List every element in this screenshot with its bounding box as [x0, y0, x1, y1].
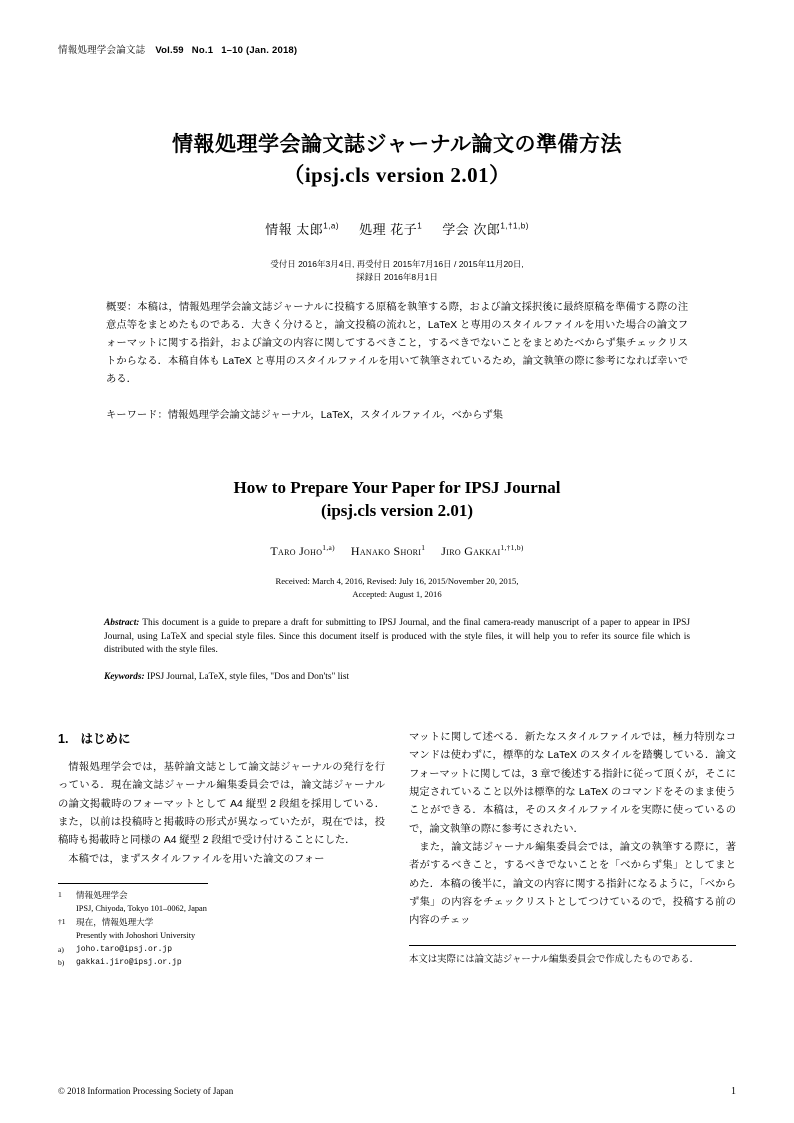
copyright-text: © 2018 Information Processing Society of Japan — [58, 1086, 234, 1096]
abstract-en — [58, 617, 736, 657]
footnote-item — [58, 916, 385, 929]
footnote-mark: †1 — [58, 917, 66, 927]
footnote-item — [58, 930, 385, 942]
author-jp-2-name: 処理 花子 — [359, 221, 418, 237]
footnote-email-1[interactable]: joho.taro@ipsj.or.jp — [76, 944, 173, 954]
running-head-number: No.1 — [191, 45, 214, 56]
author-jp-2-affil-mark: 1 — [417, 221, 423, 231]
author-en-2-name: Hanako Shori — [350, 543, 422, 558]
right-footnote-block — [409, 945, 736, 966]
footnote-mark: a) — [58, 944, 64, 954]
paragraph-right-2: また，論文誌ジャーナル編集委員会では，論文の執筆する際に，著者がするべきこと，するべきでないことを「べからず集」としてまとめた．本稿の後半に，論文の内容に関する指針になるように，「べからず集」の内容をチェックリストとしてつけているので，投稿する前の内容のチェッ — [409, 842, 736, 927]
author-list-en — [58, 543, 736, 559]
author-jp-1-affil-mark: 1,a) — [323, 221, 340, 231]
right-footnote-text: 本文は実際には論文誌ジャーナル編集委員会で作成したものである． — [409, 952, 699, 964]
body-columns — [58, 729, 736, 970]
author-en-3 — [441, 544, 523, 558]
author-en-3-name: Jiro Gakkai — [441, 543, 501, 558]
footnote-list — [58, 889, 385, 969]
footnote-rule — [58, 883, 208, 884]
author-jp-3-affil-mark: 1,†1,b) — [500, 221, 529, 231]
running-head-volume: Vol.59 — [155, 45, 184, 56]
paper-title-en-line2: (ipsj.cls version 2.01) — [320, 500, 474, 520]
page-footer — [58, 1086, 736, 1097]
author-jp-1-name: 情報 太郎 — [265, 221, 324, 237]
paragraph-left-1: 情報処理学会では，基幹論文誌として論文誌ジャーナルの発行を行っている．現在論文誌ジャーナル編集委員会では，論文誌ジャーナルの論文掲載時のフォーマットとして A4 縦型 2 段組を採用している．また，以前は投稿時と掲載時の形式が異なっていたが，現在では，投稿時も掲載時と同様の A4 縦型 2 段組で受け付けることにした． — [58, 762, 385, 847]
column-left — [58, 729, 385, 970]
abstract-jp: 概要：本稿は，情報処理学会論文誌ジャーナルに投稿する原稿を執筆する際，および論文採択後に最終原稿を準備する際の注意点等をまとめたものである．大きく分けると，論文投稿の流れと，LaTeX と専用のスタイルファイルを用いた場合の論文フォーマットに関する指針，および論文の内容に関してするべきこと，するべきでないことをまとめたべからず集チェックリストからなる．本稿自体も LaTeX と専用のスタイルファイルを用いて執筆されているため，論文執筆の際に参考になれば幸いである． — [106, 302, 688, 386]
paragraph-left-2: 本稿では，まずスタイルファイルを用いた論文のフォー — [68, 853, 325, 865]
paper-title-jp-line2: （ipsj.cls version 2.01） — [283, 163, 511, 188]
running-head-pages: 1–10 (Jan. 2018) — [221, 45, 298, 56]
author-en-1-name: Taro Joho — [270, 543, 323, 558]
dates-en — [58, 575, 736, 602]
section-title: はじめに — [80, 732, 131, 747]
footnote-text: Presently with Johoshori University — [76, 931, 196, 941]
footnote-mark — [58, 930, 76, 942]
abstract-en-label: Abstract: — [104, 618, 140, 629]
author-jp-3 — [442, 222, 529, 237]
footnote-item — [58, 903, 385, 915]
author-en-3-affil-mark: 1,†1,b) — [500, 542, 524, 552]
column-right — [409, 729, 736, 970]
footnote-mark — [58, 903, 76, 915]
footnote-text: 情報処理学会 — [76, 890, 128, 901]
footnote-item — [58, 889, 385, 902]
dates-jp — [58, 258, 736, 284]
keywords-en-label: Keywords: — [104, 672, 145, 683]
right-footnote-rule — [409, 945, 736, 946]
author-en-2 — [351, 544, 425, 558]
footnote-email-2[interactable]: gakkai.jiro@ipsj.or.jp — [76, 957, 182, 967]
footnote-mark: b) — [58, 957, 65, 967]
author-jp-1 — [265, 222, 339, 237]
dates-jp-line2: 採録日 2016年8月1日 — [356, 271, 438, 282]
footnote-block — [58, 883, 385, 969]
author-jp-2 — [359, 222, 422, 237]
section-number: 1. — [58, 732, 69, 747]
dates-jp-line1: 受付日 2016年3月4日, 再受付日 2015年7月16日 / 2015年11月20日, — [270, 258, 524, 269]
paper-title-en-line1: How to Prepare Your Paper for IPSJ Journal — [233, 477, 561, 497]
section-heading-1 — [58, 729, 385, 747]
author-en-1 — [270, 544, 335, 558]
author-jp-3-name: 学会 次郎 — [442, 221, 501, 237]
title-block-jp — [58, 130, 736, 283]
paper-title-jp-line1: 情報処理学会論文誌ジャーナル論文の準備方法 — [171, 133, 623, 156]
author-list-jp — [58, 219, 736, 238]
abstract-en-text: This document is a guide to prepare a draft for submitting to IPSJ Journal, and the final camera-ready manuscript of a paper to appear in IPSJ Journal, using LaTeX and special style files. Since this document itself is produced with the style files, it will help you to refer its source file which is distributed with the style files. — [104, 618, 690, 656]
footnote-text: IPSJ, Chiyoda, Tokyo 101–0062, Japan — [76, 903, 207, 913]
dates-en-line1: Received: March 4, 2016, Revised: July 16, 2015/November 20, 2015, — [275, 575, 519, 586]
paragraph-right-1: マットに関して述べる．新たなスタイルファイルでは，極力特別なコマンドは使わずに，標準的な LaTeX のスタイルを踏襲している．論文フォーマットに関しては，3 章で後述する指針に従って頂くが，そこに規定されていること以外は標準的な LaTeX のコマンドをそのまま使うことができる．本稿は，そのスタイルファイルを実際に使っているので，論文執筆の際に参考にされたい． — [409, 732, 736, 835]
running-head — [58, 42, 736, 56]
keywords-en — [58, 671, 736, 685]
page-number: 1 — [731, 1086, 736, 1097]
author-en-2-affil-mark: 1 — [421, 542, 426, 552]
dates-en-line2: Accepted: August 1, 2016 — [352, 589, 442, 600]
paper-title-en — [58, 477, 736, 523]
footnote-mark: 1 — [58, 890, 62, 900]
footnote-item — [58, 957, 385, 969]
paper-title-jp — [58, 130, 736, 191]
keywords-jp: キーワード：情報処理学会論文誌ジャーナル，LaTeX，スタイルファイル，べからず集 — [106, 410, 504, 422]
author-en-1-affil-mark: 1,a) — [322, 542, 335, 552]
footnote-text: 現在，情報処理大学 — [76, 917, 154, 928]
keywords-en-text: IPSJ Journal, LaTeX, style files, "Dos and Don'ts" list — [146, 672, 350, 683]
footnote-item — [58, 944, 385, 956]
running-head-journal: 情報処理学会論文誌 — [58, 45, 146, 56]
